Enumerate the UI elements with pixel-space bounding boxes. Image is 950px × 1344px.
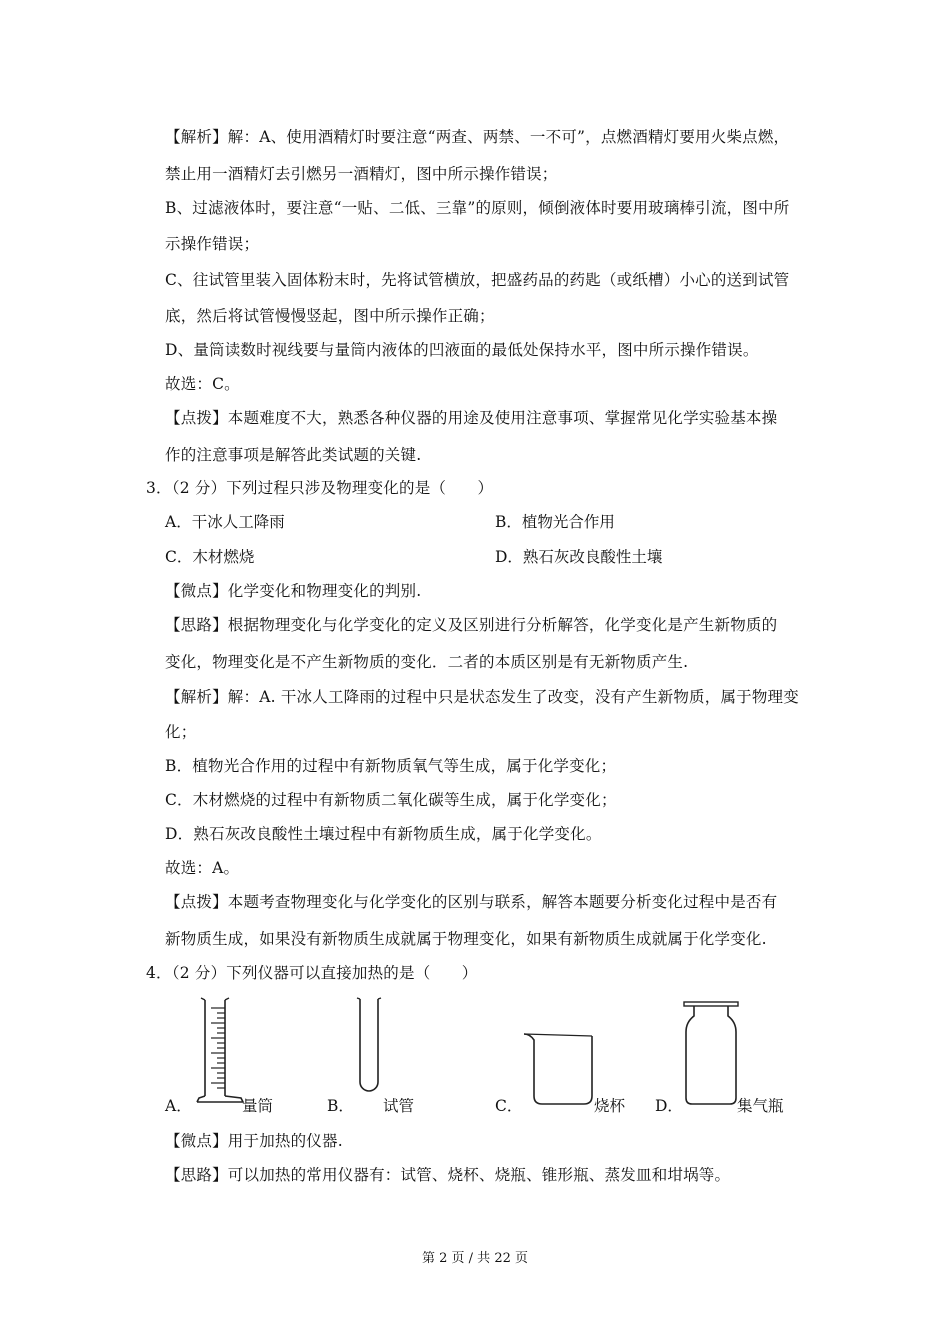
q3-approach: 变化，物理变化是不产生新物质的变化．二者的本质区别是有无新物质产生. bbox=[165, 653, 689, 671]
q3-analysis: 化； bbox=[165, 723, 197, 741]
analysis-line: 【解析】解：A、使用酒精灯时要注意“两查、两禁、一不可”，点燃酒精灯要用火柴点燃， bbox=[165, 128, 790, 146]
q4-option-a-letter: A． bbox=[165, 1097, 192, 1115]
q4-option-c-letter: C． bbox=[495, 1097, 523, 1115]
q3-micro-point: 【微点】化学变化和物理变化的判别. bbox=[165, 582, 422, 600]
page-footer: 第 2 页 / 共 22 页 bbox=[422, 1251, 528, 1266]
test-tube-icon bbox=[355, 996, 383, 1098]
q4-micro-point: 【微点】用于加热的仪器. bbox=[165, 1132, 343, 1150]
q3-tip: 【点拨】本题考查物理变化与化学变化的区别与联系，解答本题要分析变化过程中是否有 bbox=[165, 893, 778, 911]
analysis-line: C、往试管里装入固体粉末时，先将试管横放，把盛药品的药匙（或纸槽）小心的送到试管 bbox=[165, 271, 790, 289]
q3-analysis: 【解析】解：A. 干冰人工降雨的过程中只是状态发生了改变，没有产生新物质，属于物理变 bbox=[165, 688, 799, 706]
analysis-line: 禁止用一酒精灯去引燃另一酒精灯，图中所示操作错误； bbox=[165, 165, 558, 183]
gas-collecting-bottle-icon bbox=[680, 998, 742, 1108]
q3-analysis: D．熟石灰改良酸性土壤过程中有新物质生成，属于化学变化。 bbox=[165, 825, 602, 843]
q3-analysis: B．植物光合作用的过程中有新物质氧气等生成，属于化学变化； bbox=[165, 757, 617, 775]
q4-option-d-name: 集气瓶 bbox=[737, 1097, 784, 1115]
q3-answer: 故选：A。 bbox=[165, 859, 240, 877]
q4-option-c-name: 烧杯 bbox=[594, 1097, 626, 1115]
tip-line: 作的注意事项是解答此类试题的关键. bbox=[165, 446, 422, 464]
question-3-stem: 3．（2 分）下列过程只涉及物理变化的是（ ） bbox=[146, 479, 494, 497]
q3-analysis: C．木材燃烧的过程中有新物质二氧化碳等生成，属于化学变化； bbox=[165, 791, 617, 809]
analysis-line: B、过滤液体时，要注意“一贴、二低、三靠”的原则，倾倒液体时要用玻璃棒引流，图中所 bbox=[165, 199, 790, 217]
analysis-line: 底，然后将试管慢慢竖起，图中所示操作正确； bbox=[165, 307, 495, 325]
q3-approach: 【思路】根据物理变化与化学变化的定义及区别进行分析解答，化学变化是产生新物质的 bbox=[165, 616, 778, 634]
answer-line: 故选：C。 bbox=[165, 375, 240, 393]
q4-approach: 【思路】可以加热的常用仪器有：试管、烧杯、烧瓶、锥形瓶、蒸发皿和坩埚等。 bbox=[165, 1166, 731, 1184]
question-4-stem: 4．（2 分）下列仪器可以直接加热的是（ ） bbox=[146, 964, 478, 982]
q3-tip: 新物质生成，如果没有新物质生成就属于物理变化，如果有新物质生成就属于化学变化. bbox=[165, 930, 767, 948]
q4-option-b-letter: B． bbox=[327, 1097, 354, 1115]
q4-option-b-name: 试管 bbox=[383, 1097, 415, 1115]
analysis-line: D、量筒读数时视线要与量筒内液体的凹液面的最低处保持水平，图中所示操作错误。 bbox=[165, 341, 759, 359]
q3-option-b: B．植物光合作用 bbox=[495, 513, 615, 531]
q4-option-d-letter: D． bbox=[655, 1097, 683, 1115]
q3-option-c: C．木材燃烧 bbox=[165, 548, 255, 566]
q3-option-d: D．熟石灰改良酸性土壤 bbox=[495, 548, 663, 566]
beaker-icon bbox=[520, 1030, 598, 1108]
q4-option-a-name: 量筒 bbox=[242, 1097, 274, 1115]
q3-option-a: A．干冰人工降雨 bbox=[165, 513, 285, 531]
graduated-cylinder-icon bbox=[195, 996, 245, 1108]
tip-line: 【点拨】本题难度不大，熟悉各种仪器的用途及使用注意事项、掌握常见化学实验基本操 bbox=[165, 409, 778, 427]
analysis-line: 示操作错误； bbox=[165, 235, 260, 253]
